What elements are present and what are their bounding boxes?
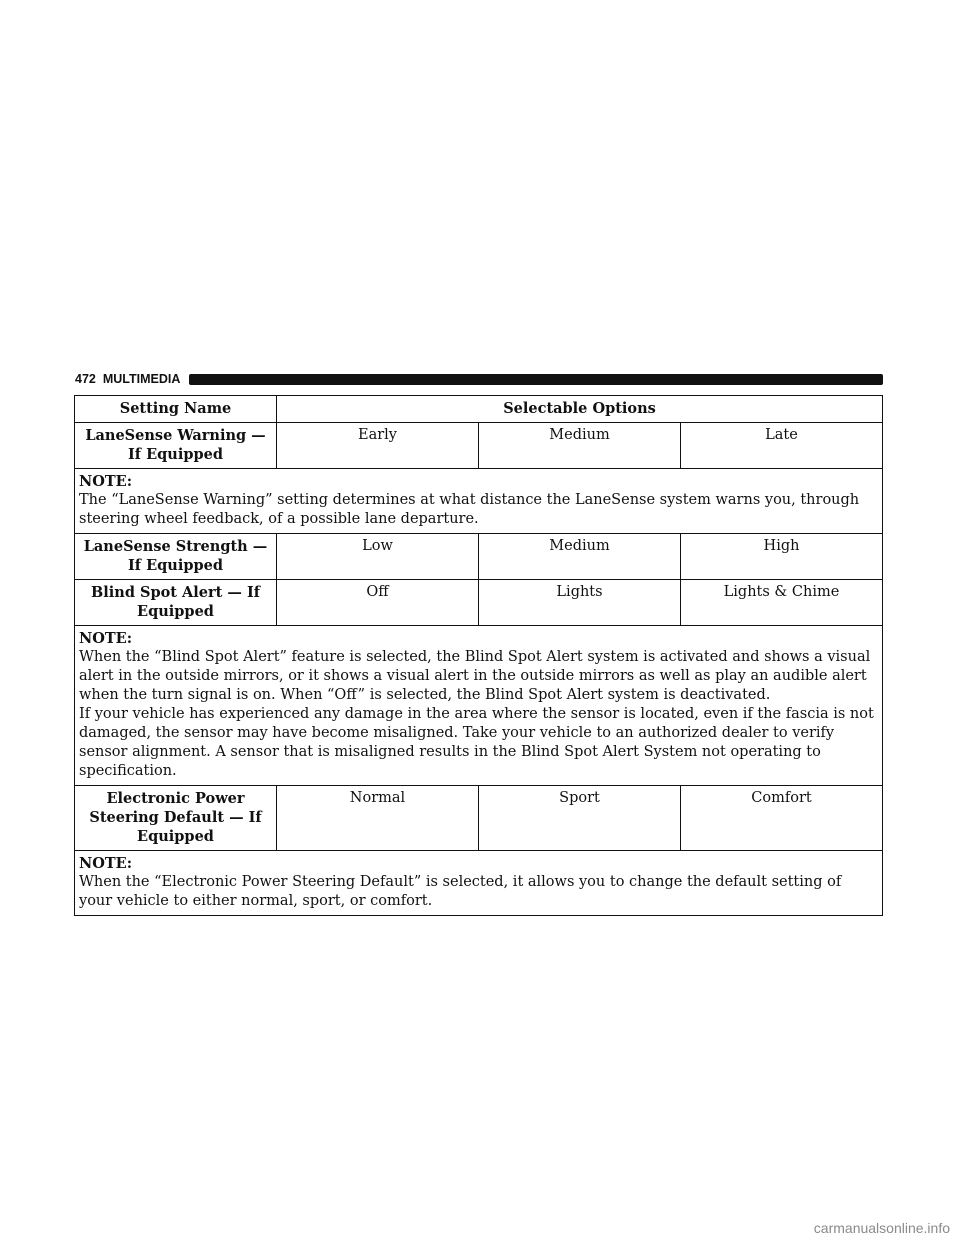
note-text: The “LaneSense Warning” setting determines at what distance the LaneSense system warns you, through steering wheel feedback, of a possible lane departure. [79,492,860,527]
table-row [75,580,883,626]
setting-name-header: Setting Name [75,396,277,423]
option-cell: Early [277,423,479,469]
option-cell: Medium [479,534,681,580]
option-cell: Sport [479,786,681,851]
note-text: When the “Blind Spot Alert” feature is selected, the Blind Spot Alert system is activated and shows a visual alert in the outside mirrors, or it shows a visual alert in the outside mirrors as well as play an audible alert when the turn signal is on. When “Off” is selected, the Blind Spot Alert system is deactivated. [79,649,871,703]
table-row [75,534,883,580]
note-label: NOTE: [79,630,133,647]
note-row [75,469,883,534]
note-cell [75,851,883,916]
settings-table [74,395,883,916]
note-row [75,851,883,916]
option-cell: Low [277,534,479,580]
option-cell: High [681,534,883,580]
option-cell: Lights [479,580,681,626]
option-cell: Late [681,423,883,469]
header-rule [189,374,883,385]
table-row [75,786,883,851]
note-cell [75,626,883,786]
setting-name: LaneSense Warning — If Equipped [75,423,277,469]
note-text: When the “Electronic Power Steering Default” is selected, it allows you to change the default setting of your vehicle to either normal, sport, or comfort. [79,874,842,909]
setting-name: Electronic Power Steering Default — If Equipped [75,786,277,851]
section-title: MULTIMEDIA [102,372,181,386]
watermark: carmanualsonline.info [813,1220,950,1236]
note-cell [75,469,883,534]
option-cell: Lights & Chime [681,580,883,626]
setting-name: Blind Spot Alert — If Equipped [75,580,277,626]
option-cell: Comfort [681,786,883,851]
note-label: NOTE: [79,855,133,872]
note-label: NOTE: [79,473,133,490]
table-header-row [75,396,883,423]
page-header [75,370,883,388]
selectable-options-header: Selectable Options [277,396,883,423]
page-number: 472 [75,372,96,386]
setting-name: LaneSense Strength — If Equipped [75,534,277,580]
note-row [75,626,883,786]
option-cell: Normal [277,786,479,851]
table-row [75,423,883,469]
note-text-continued: If your vehicle has experienced any damage in the area where the sensor is located, even if the fascia is not damaged, the sensor may have become misaligned. Take your vehicle to an authorized dealer to verify sensor alignment. A sensor that is misaligned results in the Blind Spot Alert System not operating to specification. [79,706,874,779]
option-cell: Off [277,580,479,626]
option-cell: Medium [479,423,681,469]
